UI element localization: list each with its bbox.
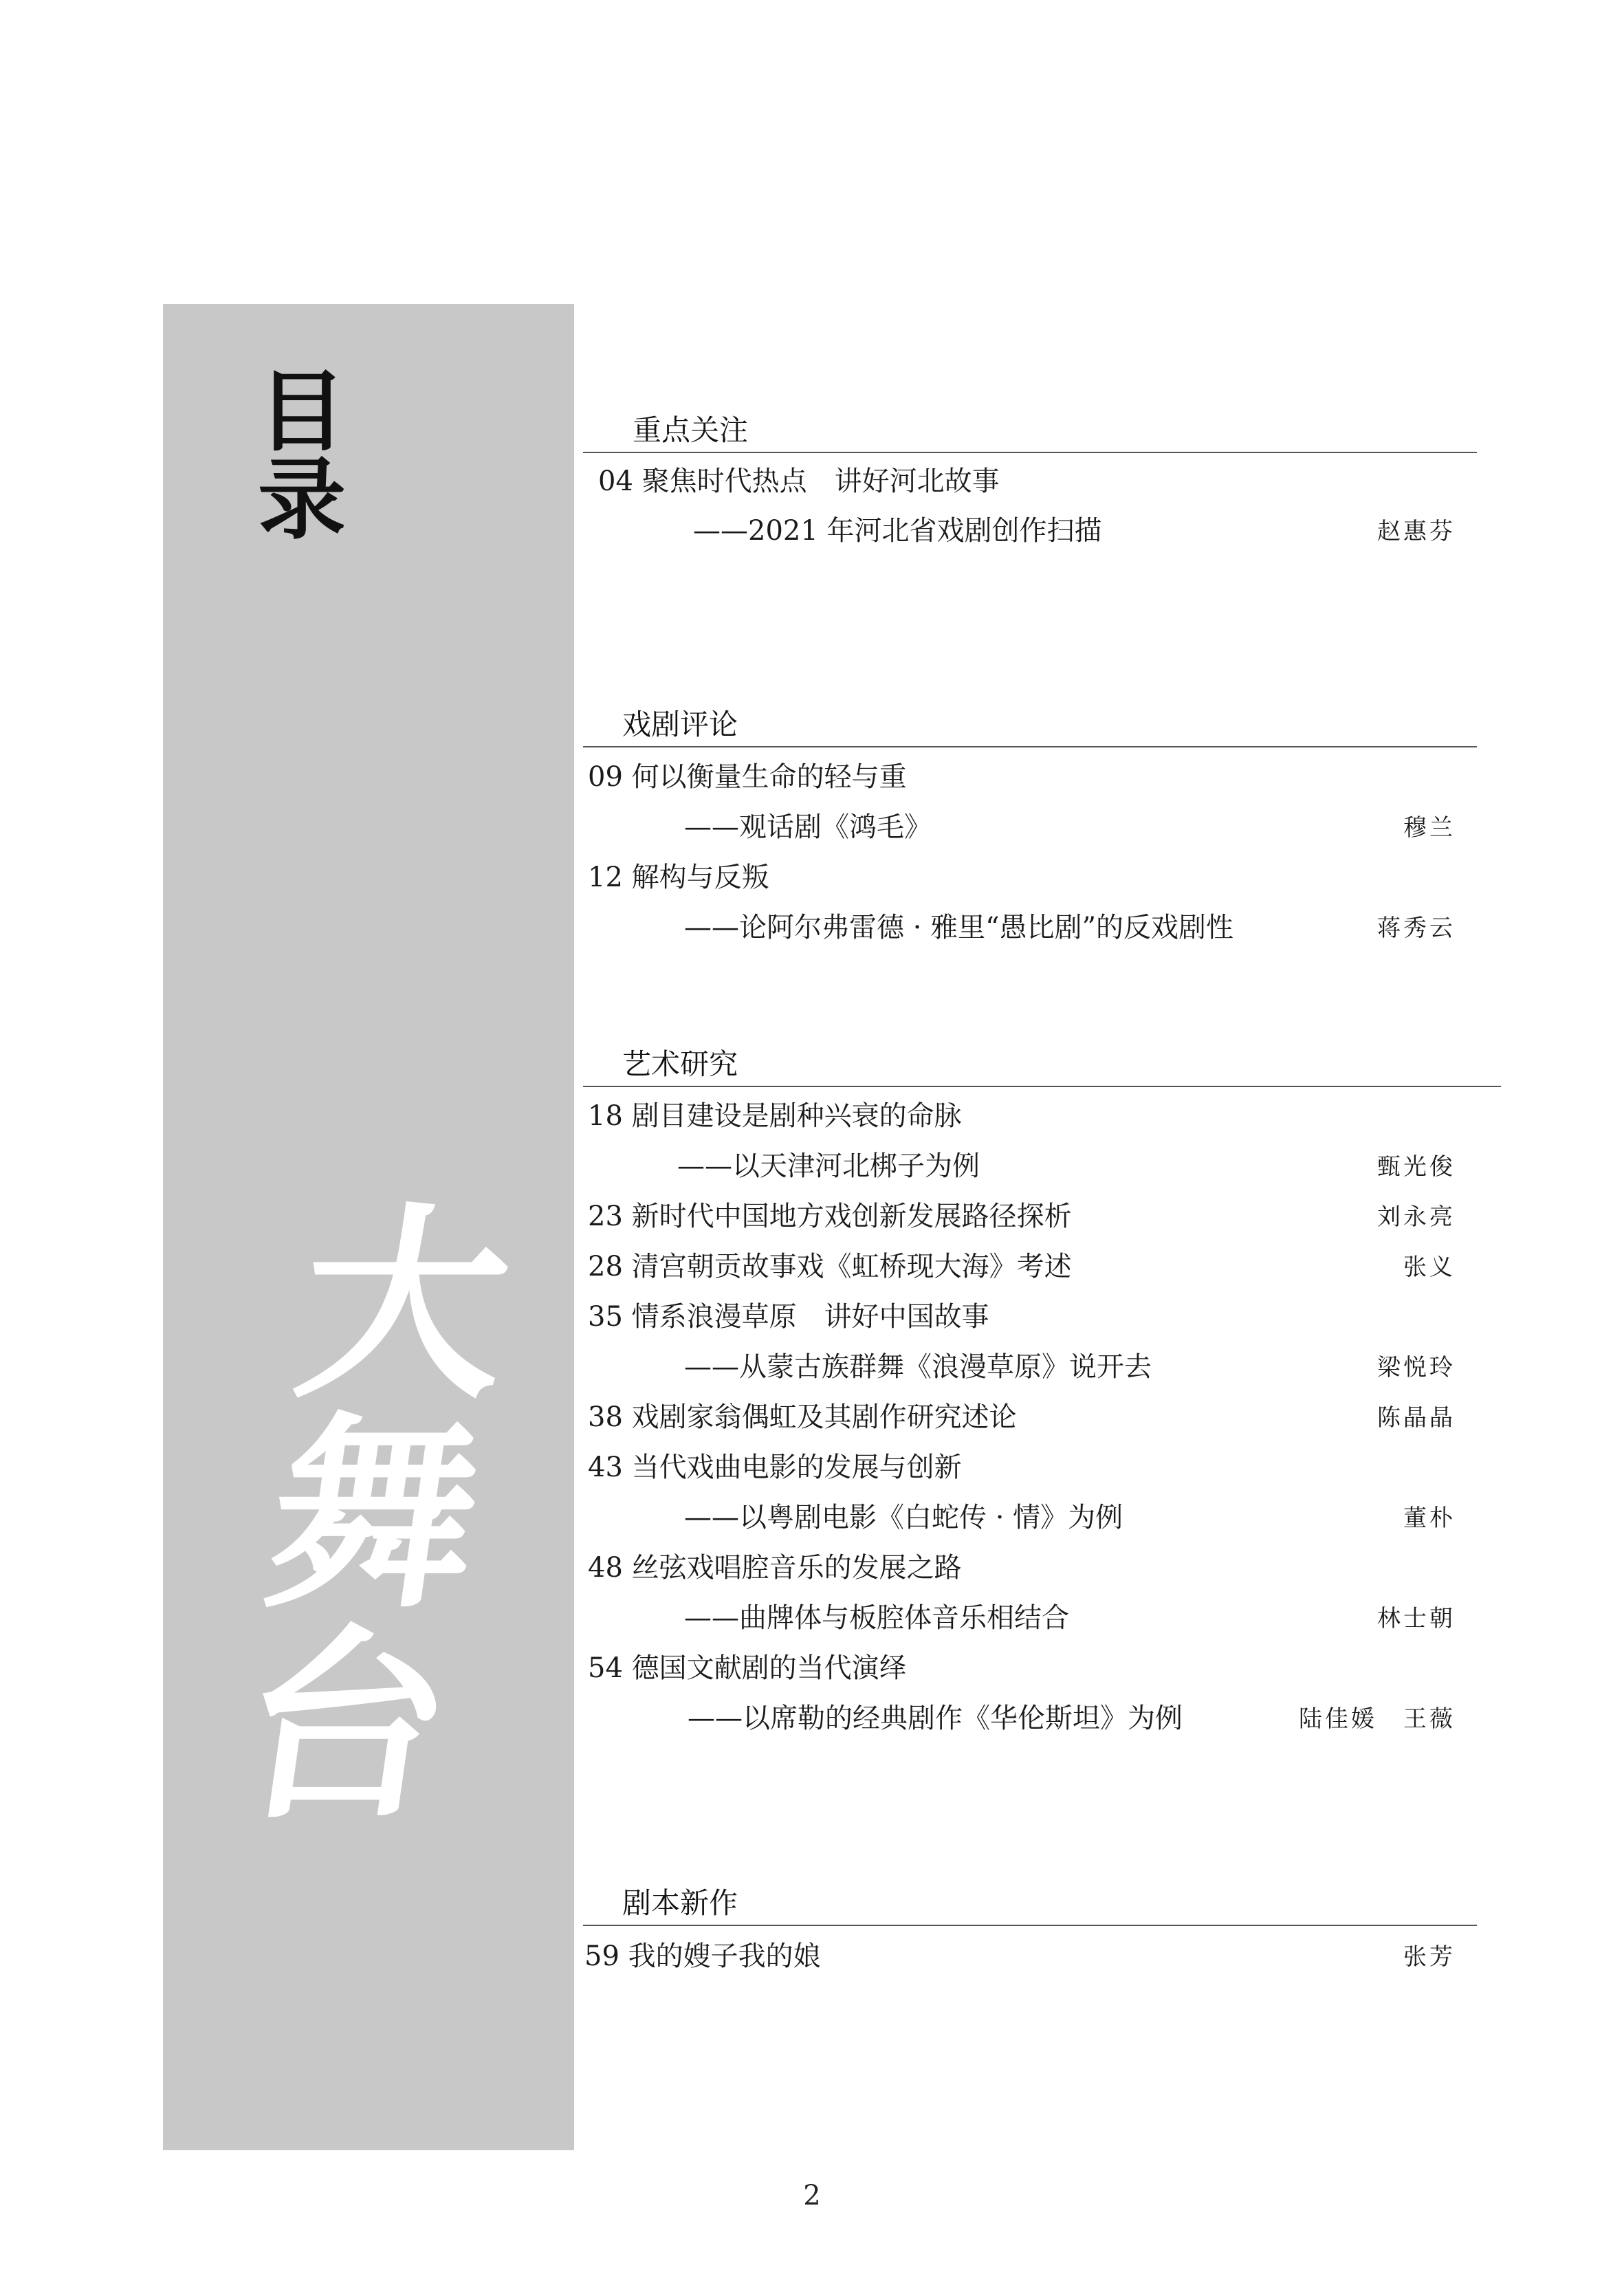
section-heading: 剧本新作 xyxy=(622,1886,738,1920)
toc-entry-subtitle: ——论阿尔弗雷德 · 雅里“愚比剧”的反戏剧性 xyxy=(684,912,1234,943)
toc-entry-title: 28 清宫朝贡故事戏《虹桥现大海》考述 xyxy=(588,1251,1072,1282)
page-number: 2 xyxy=(803,2180,821,2211)
toc-entry-title: 48 丝弦戏唱腔音乐的发展之路 xyxy=(588,1552,962,1584)
toc-entry-author: 陆佳媛 王薇 xyxy=(1299,1705,1456,1733)
toc-entry-subtitle: ——观话剧《鸿毛》 xyxy=(684,811,932,843)
section-divider xyxy=(583,1086,1501,1087)
section-divider xyxy=(583,1925,1477,1926)
toc-entry-author: 甄光俊 xyxy=(1377,1153,1456,1181)
toc-entry-author: 蒋秀云 xyxy=(1377,915,1456,942)
toc-entry-author: 陈晶晶 xyxy=(1377,1404,1456,1432)
magazine-name-char: 舞 xyxy=(254,1394,495,1637)
toc-entry-title: 18 剧目建设是剧种兴衰的命脉 xyxy=(588,1100,962,1132)
toc-entry-author: 梁悦玲 xyxy=(1377,1354,1456,1381)
toc-entry-title: 09 何以衡量生命的轻与重 xyxy=(588,761,907,793)
toc-entry-title: 12 解构与反叛 xyxy=(588,862,769,893)
section-divider xyxy=(583,746,1477,747)
toc-entry-author: 张义 xyxy=(1403,1254,1456,1281)
magazine-name-char: 台 xyxy=(225,1604,465,1847)
toc-entry-author: 董朴 xyxy=(1403,1505,1456,1532)
toc-entry-author: 赵惠芬 xyxy=(1377,518,1456,545)
toc-entry-author: 刘永亮 xyxy=(1377,1203,1456,1231)
page-title: 目 录 xyxy=(258,360,388,551)
section-divider xyxy=(583,452,1477,453)
toc-entry-author: 林士朝 xyxy=(1377,1605,1456,1632)
toc-entry-author: 穆兰 xyxy=(1403,814,1456,842)
toc-entry-author: 张芳 xyxy=(1403,1943,1456,1971)
magazine-name-char: 大 xyxy=(284,1183,525,1426)
toc-entry-title: 04 聚焦时代热点 讲好河北故事 xyxy=(598,466,1000,497)
toc-entry-title: 38 戏剧家翁偶虹及其剧作研究述论 xyxy=(588,1401,1017,1433)
toc-entry-subtitle: ——以粤剧电影《白蛇传 · 情》为例 xyxy=(684,1502,1123,1533)
toc-entry-subtitle: ——从蒙古族群舞《浪漫草原》说开去 xyxy=(684,1351,1152,1383)
section-heading: 艺术研究 xyxy=(622,1047,738,1081)
section-heading: 重点关注 xyxy=(633,413,749,447)
toc-entry-subtitle: ——以天津河北梆子为例 xyxy=(677,1150,980,1182)
toc-entry-title: 54 德国文献剧的当代演绎 xyxy=(588,1652,907,1684)
toc-entry-title: 35 情系浪漫草原 讲好中国故事 xyxy=(588,1301,989,1333)
toc-entry-subtitle: ——以席勒的经典剧作《华伦斯坦》为例 xyxy=(688,1703,1183,1734)
toc-entry-title: 43 当代戏曲电影的发展与创新 xyxy=(588,1452,962,1483)
toc-entry-title: 23 新时代中国地方戏创新发展路径探析 xyxy=(588,1201,1072,1232)
toc-entry-subtitle: ——曲牌体与板腔体音乐相结合 xyxy=(684,1602,1069,1634)
toc-entry-title: 59 我的嫂子我的娘 xyxy=(584,1940,821,1972)
section-heading: 戏剧评论 xyxy=(622,708,738,741)
toc-entry-subtitle: ——2021 年河北省戏剧创作扫描 xyxy=(693,515,1102,547)
